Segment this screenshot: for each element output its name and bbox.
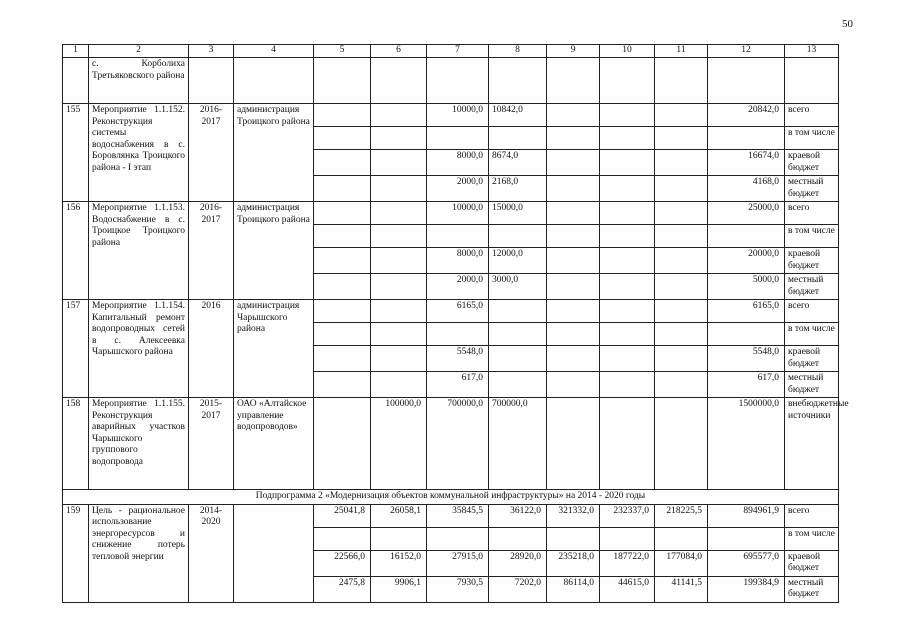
column-header: 12: [708, 45, 785, 58]
budget-table: [62, 44, 849, 603]
value-cell: 44615,0: [600, 576, 655, 602]
value-cell: 700000,0: [489, 398, 547, 490]
source-label: всего: [785, 202, 839, 225]
value-cell: 10000,0: [427, 202, 489, 225]
subprogram-title: Подпрограмма 2 «Модернизация объектов коммунальной инфраструктуры» на 2014 - 2020 годы: [63, 490, 839, 505]
source-label: краевой бюджет: [785, 346, 839, 372]
source-label: всего: [785, 504, 839, 527]
column-header: 10: [600, 45, 655, 58]
source-label: в том числе: [785, 225, 839, 248]
years: 2016-2017: [189, 202, 234, 300]
column-header: 13: [785, 45, 839, 58]
row-number: 156: [63, 202, 89, 300]
total-cell: 617,0: [708, 372, 785, 398]
measure-name: Мероприятие 1.1.153. Водоснабжение в с. Троицкое Троицкого района: [89, 202, 189, 300]
value-cell: 10842,0: [489, 104, 547, 127]
executor: администрация Чарышского района: [234, 300, 314, 398]
value-cell: 2168,0: [489, 176, 547, 202]
total-cell: 1500000,0: [708, 398, 785, 490]
table-row: [63, 504, 839, 527]
value-cell: 15000,0: [489, 202, 547, 225]
page-number: 50: [842, 18, 853, 30]
table-row: [63, 300, 839, 323]
table-row: [63, 104, 839, 127]
total-cell: 5548,0: [708, 346, 785, 372]
executor: ОАО «Алтайское управление водопроводов»: [234, 398, 314, 490]
column-header: 5: [314, 45, 371, 58]
value-cell: 35845,5: [427, 504, 489, 527]
column-header: 6: [371, 45, 427, 58]
value-cell: 8000,0: [427, 248, 489, 274]
value-cell: 7202,0: [489, 576, 547, 602]
value-cell: 10000,0: [427, 104, 489, 127]
source-label: внебюджетные источники: [785, 398, 839, 490]
source-label: местный бюджет: [785, 176, 839, 202]
subprogram-row: [63, 490, 839, 505]
measure-name: Цель - рациональное использование энергоресурсов и снижение потерь тепловой энергии: [89, 504, 189, 602]
row-number: 158: [63, 398, 89, 490]
total-cell: 5000,0: [708, 274, 785, 300]
measure-name: Мероприятие 1.1.155. Реконструкция аварийных участков Чарышского группового водопровода: [89, 398, 189, 490]
value-cell: 27915,0: [427, 550, 489, 576]
value-cell: 2000,0: [427, 274, 489, 300]
source-label: местный бюджет: [785, 372, 839, 398]
value-cell: 3000,0: [489, 274, 547, 300]
value-cell: 9906,1: [371, 576, 427, 602]
column-header: 9: [547, 45, 600, 58]
source-label: всего: [785, 300, 839, 323]
executor: администрация Троицкого района: [234, 104, 314, 202]
total-cell: 25000,0: [708, 202, 785, 225]
row-number: 155: [63, 104, 89, 202]
column-header: 1: [63, 45, 89, 58]
column-header: 3: [189, 45, 234, 58]
value-cell: 2475,8: [314, 576, 371, 602]
table-row: [63, 58, 839, 104]
column-header: 4: [234, 45, 314, 58]
source-label: в том числе: [785, 527, 839, 550]
value-cell: 177084,0: [655, 550, 708, 576]
value-cell: 25041,8: [314, 504, 371, 527]
value-cell: 2000,0: [427, 176, 489, 202]
total-cell: 6165,0: [708, 300, 785, 323]
source-label: краевой бюджет: [785, 248, 839, 274]
value-cell: 187722,0: [600, 550, 655, 576]
value-cell: 16152,0: [371, 550, 427, 576]
source-label: краевой бюджет: [785, 550, 839, 576]
value-cell: 321332,0: [547, 504, 600, 527]
column-header: 11: [655, 45, 708, 58]
executor: администрация Троицкого района: [234, 202, 314, 300]
source-label: местный бюджет: [785, 274, 839, 300]
measure-name: Мероприятие 1.1.154. Капитальный ремонт водопроводных сетей в с. Алексеевка Чарышского района: [89, 300, 189, 398]
table-row: [63, 398, 839, 490]
value-cell: 36122,0: [489, 504, 547, 527]
column-header: 8: [489, 45, 547, 58]
years: 2015-2017: [189, 398, 234, 490]
column-header: 2: [89, 45, 189, 58]
measure-name: с. Корболиха Третьяковского района: [89, 58, 189, 104]
value-cell: 235218,0: [547, 550, 600, 576]
value-cell: 5548,0: [427, 346, 489, 372]
value-cell: 41141,5: [655, 576, 708, 602]
value-cell: 8000,0: [427, 150, 489, 176]
value-cell: 617,0: [427, 372, 489, 398]
total-cell: 20000,0: [708, 248, 785, 274]
years: 2016-2017: [189, 104, 234, 202]
years: 2014-2020: [189, 504, 234, 602]
value-cell: 8674,0: [489, 150, 547, 176]
value-cell: 218225,5: [655, 504, 708, 527]
value-cell: 7930,5: [427, 576, 489, 602]
value-cell: 100000,0: [371, 398, 427, 490]
value-cell: 26058,1: [371, 504, 427, 527]
total-cell: 4168,0: [708, 176, 785, 202]
value-cell: 86114,0: [547, 576, 600, 602]
source-label: всего: [785, 104, 839, 127]
value-cell: 22566,0: [314, 550, 371, 576]
source-label: в том числе: [785, 127, 839, 150]
value-cell: 232337,0: [600, 504, 655, 527]
row-number: 157: [63, 300, 89, 398]
source-label: в том числе: [785, 323, 839, 346]
source-label: краевой бюджет: [785, 150, 839, 176]
total-cell: 199384,9: [708, 576, 785, 602]
table-row: [63, 202, 839, 225]
row-number: 159: [63, 504, 89, 602]
column-header: 7: [427, 45, 489, 58]
years: 2016: [189, 300, 234, 398]
total-cell: 695577,0: [708, 550, 785, 576]
value-cell: 28920,0: [489, 550, 547, 576]
value-cell: 12000,0: [489, 248, 547, 274]
value-cell: 6165,0: [427, 300, 489, 323]
total-cell: 16674,0: [708, 150, 785, 176]
total-cell: 894961,9: [708, 504, 785, 527]
total-cell: 20842,0: [708, 104, 785, 127]
value-cell: 700000,0: [427, 398, 489, 490]
measure-name: Мероприятие 1.1.152. Реконструкция системы водоснабжения в с. Боровлянка Троицкого района - I этап: [89, 104, 189, 202]
header-row: [63, 45, 839, 58]
source-label: местный бюджет: [785, 576, 839, 602]
